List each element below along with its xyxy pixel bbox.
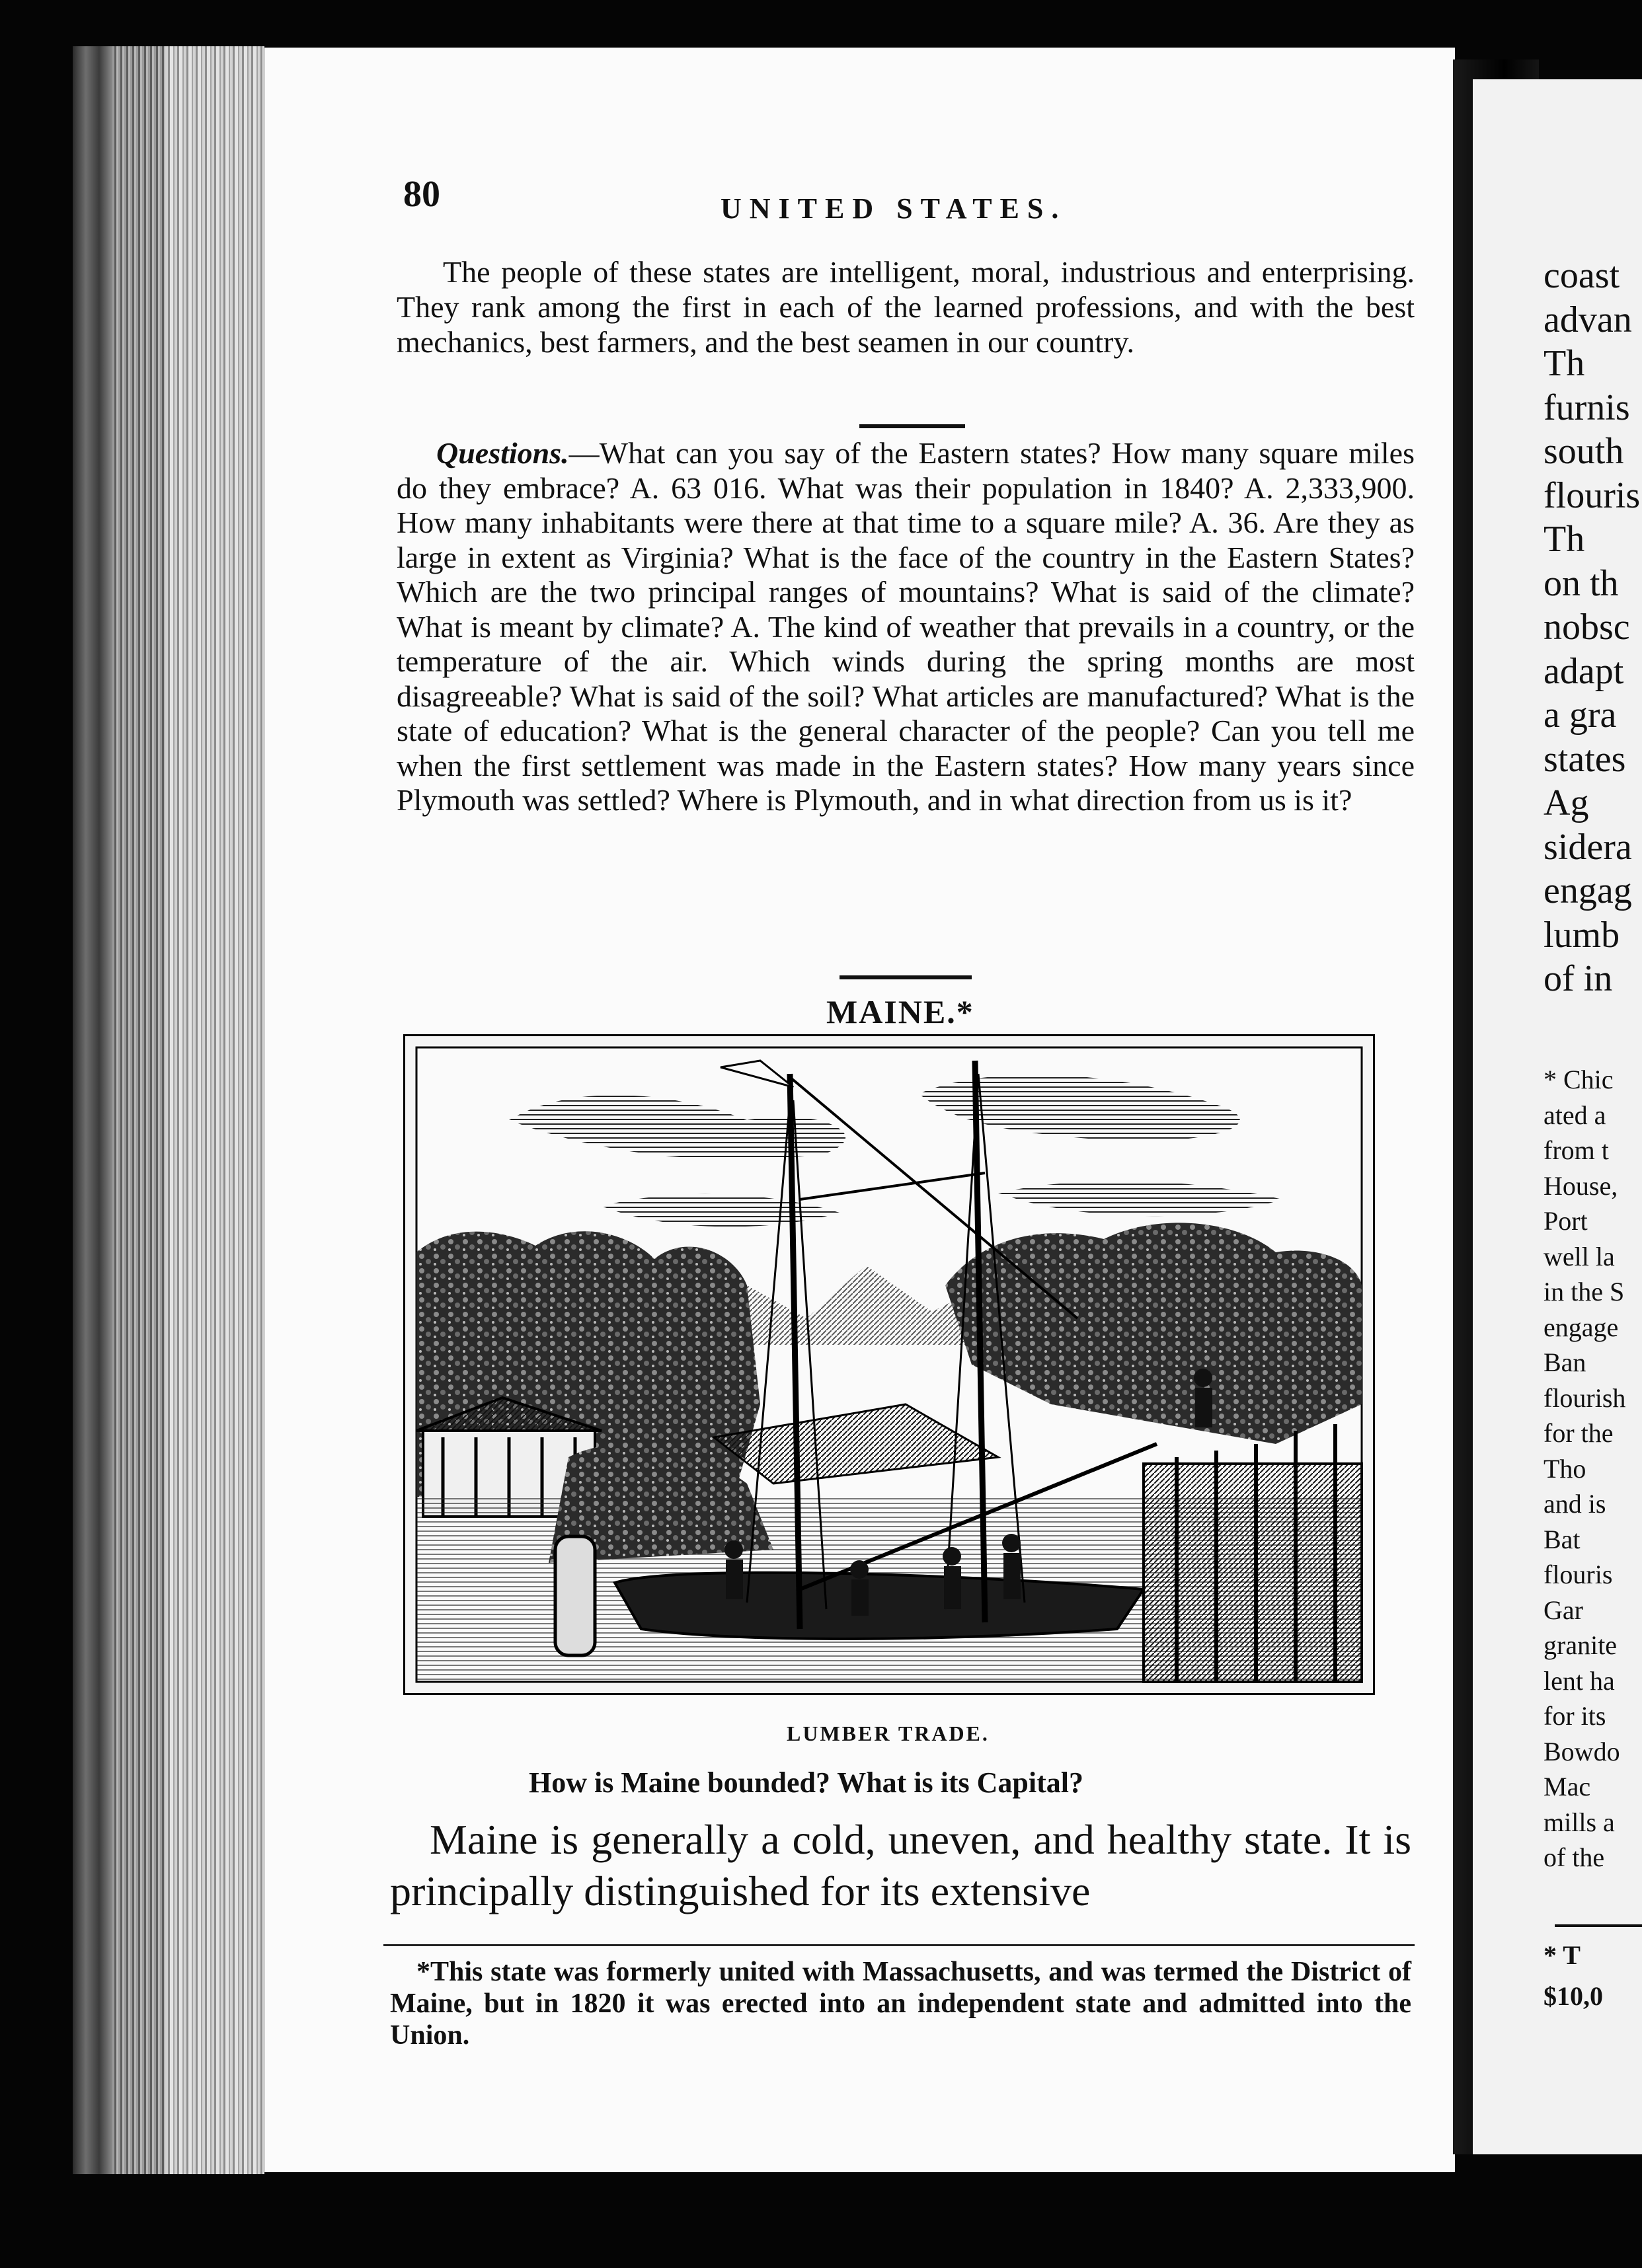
right-page-line: Ag	[1544, 782, 1589, 823]
right-page-line: Port	[1544, 1206, 1588, 1236]
right-page-line: mills a	[1544, 1807, 1615, 1837]
right-page-line: Bat	[1544, 1524, 1581, 1554]
right-page-line: from t	[1544, 1135, 1609, 1165]
questions-text: —What can you say of the Eastern states? How many square miles do they embrace? A. 63 016. What was their population in 1840? A. 2,333,900. How many inhabitants were there at that time to a square mile? A. 36. Are they as large in extent as Virginia? What is the face of the country in the Eastern States? Which are the two principal ranges of mountains? What is said of the climate? What is meant by climate? A. The kind of weather that prevails in a country, or the temperature of the air. Which winds during the spring months are most disagreeable? What is said of the soil? What articles are manufactured? What is the state of education? What is the general character of the people? Can you tell me when the first settlement was made in the Eastern states? How many years since Plymouth was settled? Where is Plymouth, and in what direction from us is it?	[397, 436, 1415, 817]
page-edge-dark	[73, 46, 112, 2174]
right-page-line: House,	[1544, 1170, 1618, 1201]
page-number: 80	[403, 174, 440, 215]
right-page-line: Gar	[1544, 1595, 1583, 1625]
right-page-line: * Chic	[1544, 1065, 1614, 1094]
right-page-line: south	[1544, 431, 1624, 472]
right-page-line: in the S	[1544, 1277, 1625, 1306]
right-page-line: Mac	[1544, 1772, 1591, 1801]
running-head: UNITED STATES.	[721, 192, 1067, 225]
lumber-trade-engraving	[403, 1034, 1375, 1695]
questions-label: Questions.	[436, 436, 569, 470]
page-edge-mid	[112, 46, 165, 2174]
right-page-line: engage	[1544, 1312, 1619, 1342]
right-page-line: lent ha	[1544, 1665, 1615, 1696]
right-page-line: Th	[1544, 343, 1585, 384]
right-page-line: Ban	[1544, 1347, 1586, 1377]
right-footnote-rule	[1555, 1924, 1642, 1927]
separator-rule	[859, 424, 965, 428]
right-page-line: Tho	[1544, 1453, 1586, 1484]
separator-rule	[840, 975, 972, 979]
boat-hull	[615, 1573, 1144, 1639]
right-page-line: * T	[1544, 1940, 1581, 1970]
body-paragraph: Maine is generally a cold, uneven, and healthy state. It is principally distinguished for its extensive	[390, 1816, 1411, 1914]
right-page-line: of in	[1544, 958, 1613, 999]
right-page-line: Th	[1544, 519, 1585, 560]
right-page-line: well la	[1544, 1241, 1615, 1271]
right-page-line: on th	[1544, 562, 1619, 604]
right-page-line: engag	[1544, 870, 1632, 911]
right-page-line: for the	[1544, 1418, 1614, 1448]
right-page-line: coast	[1544, 255, 1620, 296]
illustration-caption: LUMBER TRADE.	[787, 1721, 990, 1745]
page-edge-light	[165, 46, 264, 2174]
right-page-line: Bowdo	[1544, 1736, 1620, 1766]
questions-paragraph	[397, 436, 1415, 818]
footnote-rule	[383, 1944, 1415, 1946]
right-page-line: a gra	[1544, 695, 1617, 736]
right-page-line: ated a	[1544, 1100, 1606, 1130]
right-page-line: of the	[1544, 1842, 1605, 1872]
right-page-line: nobsc	[1544, 607, 1630, 648]
intro-paragraph: The people of these states are intelligent, moral, industrious and enterprising. They rank among the first in each of the learned professions, and with the best mechanics, best farmers, and the best seamen in our country.	[397, 255, 1415, 359]
right-page-line: flouris	[1544, 1560, 1613, 1589]
right-page-line: flourish	[1544, 1382, 1626, 1413]
right-page-line: flouris	[1544, 474, 1641, 516]
footnote: *This state was formerly united with Massachusetts, and was termed the District of Maine, but in 1820 it was erected into an independent state and admitted into the Union.	[390, 1957, 1411, 2051]
right-page-line: sidera	[1544, 826, 1632, 868]
right-page-line: advan	[1544, 299, 1632, 340]
right-page-line: $10,0	[1544, 1981, 1603, 2011]
right-page-line: lumb	[1544, 914, 1620, 956]
right-page-line: granite	[1544, 1630, 1618, 1660]
right-page-line: adapt	[1544, 650, 1624, 692]
right-page-line: for its	[1544, 1701, 1606, 1731]
right-page-line: and is	[1544, 1489, 1606, 1519]
right-page-line: furnis	[1544, 387, 1630, 428]
section-question: How is Maine bounded? What is its Capital?	[529, 1766, 1084, 1799]
right-page-line: states	[1544, 738, 1626, 780]
section-heading: MAINE.*	[826, 993, 974, 1030]
